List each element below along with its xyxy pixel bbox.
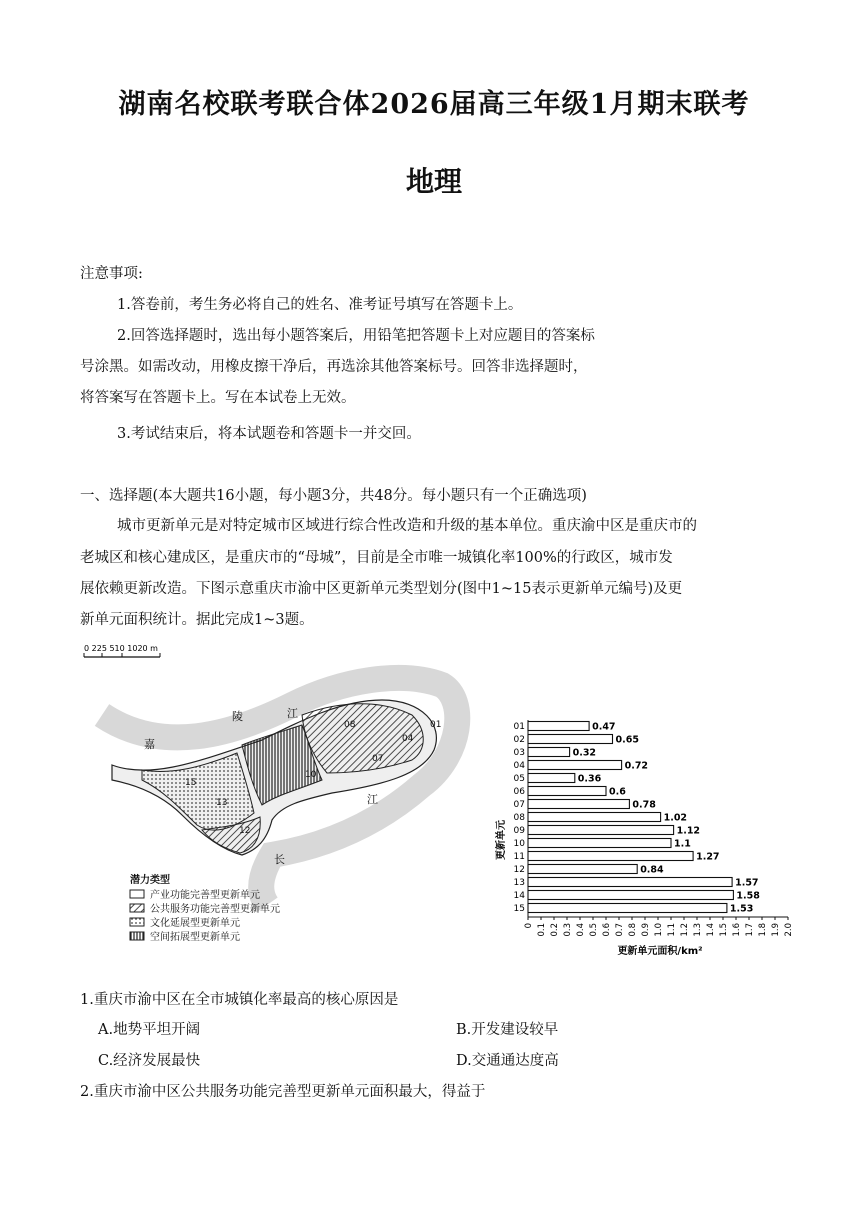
option-c[interactable]: C.经济发展最快 bbox=[98, 1053, 201, 1069]
intro-line: 新单元面积统计。据此完成1~3题。 bbox=[80, 612, 314, 628]
section-heading: 一、选择题(本大题共16小题，每小题3分，共48分。每小题只有一个正确选项) bbox=[80, 488, 587, 504]
option-d[interactable]: D.交通通达度高 bbox=[456, 1053, 559, 1069]
yuzhong-map-figure bbox=[82, 645, 472, 955]
x-tick-label: 1.4 bbox=[706, 923, 716, 937]
x-tick-label: 1.0 bbox=[654, 923, 664, 937]
category-label: 08 bbox=[513, 813, 525, 823]
unit-label: 13 bbox=[216, 798, 228, 808]
unit-label: 15 bbox=[185, 778, 197, 788]
x-tick-label: 0.3 bbox=[563, 923, 573, 937]
x-tick-label: 1.8 bbox=[758, 923, 768, 937]
category-label: 04 bbox=[513, 761, 525, 771]
data-label: 1.02 bbox=[663, 812, 688, 824]
data-label: 0.78 bbox=[632, 799, 656, 811]
river-label: 陵 bbox=[232, 710, 243, 723]
category-label: 09 bbox=[513, 826, 525, 836]
notice-item: 1.答卷前，考生务必将自己的姓名、准考证号填写在答题卡上。 bbox=[117, 297, 523, 313]
river-label: 嘉 bbox=[144, 738, 155, 751]
x-tick-label: 0.7 bbox=[615, 923, 625, 937]
x-tick-label: 1.7 bbox=[745, 923, 755, 937]
bar bbox=[528, 800, 629, 809]
bar bbox=[528, 865, 637, 874]
category-label: 10 bbox=[513, 839, 525, 849]
option-b[interactable]: B.开发建设较早 bbox=[456, 1022, 559, 1038]
data-label: 0.6 bbox=[609, 786, 626, 798]
bar bbox=[528, 722, 589, 731]
bar bbox=[528, 774, 575, 783]
category-label: 06 bbox=[513, 787, 525, 797]
intro-line: 老城区和核心建成区，是重庆市的“母城”，目前是全市唯一城镇化率100%的行政区，城市发 bbox=[80, 550, 673, 566]
unit-label: 04 bbox=[402, 734, 414, 744]
data-label: 0.84 bbox=[640, 864, 664, 876]
bar bbox=[528, 826, 674, 835]
data-label: 1.1 bbox=[674, 838, 691, 850]
data-label: 1.53 bbox=[729, 903, 754, 915]
data-label: 1.27 bbox=[696, 851, 720, 863]
x-tick-label: 1.1 bbox=[667, 923, 677, 937]
river-label: 长 bbox=[274, 853, 285, 866]
legend-title: 潜力类型 bbox=[130, 875, 170, 886]
bar bbox=[528, 878, 732, 887]
x-tick-label: 0.2 bbox=[550, 923, 560, 937]
category-label: 11 bbox=[513, 852, 525, 862]
legend-item: 空间拓展型更新单元 bbox=[150, 932, 240, 943]
category-label: 02 bbox=[513, 735, 525, 745]
subject-title: 地理 bbox=[405, 165, 462, 198]
bar bbox=[528, 839, 671, 848]
river-label: 江 bbox=[287, 707, 298, 720]
unit-label: 08 bbox=[344, 720, 356, 730]
scale-bar bbox=[84, 645, 160, 657]
x-tick-label: 0 bbox=[524, 923, 534, 929]
category-label: 01 bbox=[513, 722, 525, 732]
x-tick-label: 0.9 bbox=[641, 923, 651, 937]
bar bbox=[528, 748, 570, 757]
x-tick-label: 0.8 bbox=[628, 923, 638, 937]
data-label: 0.47 bbox=[592, 721, 616, 733]
area-bar-chart bbox=[490, 710, 800, 960]
x-tick-label: 1.9 bbox=[771, 923, 781, 937]
category-label: 07 bbox=[513, 800, 525, 810]
notice-item: 2.回答选择题时，选出每小题答案后，用铅笔把答题卡上对应题目的答案标 bbox=[117, 328, 595, 344]
notice-item: 将答案写在答题卡上。写在本试卷上无效。 bbox=[80, 390, 356, 406]
unit-label: 10 bbox=[305, 770, 317, 780]
x-tick-label: 0.4 bbox=[576, 923, 586, 937]
unit-label: 12 bbox=[239, 826, 251, 836]
scale-label: 0 225 510 1020 m bbox=[84, 645, 158, 653]
legend-item: 产业功能完善型更新单元 bbox=[150, 890, 260, 901]
x-tick-label: 1.5 bbox=[719, 923, 729, 937]
notice-item: 号涂黑。如需改动，用橡皮擦干净后，再选涂其他答案标号。回答非选择题时， bbox=[80, 359, 588, 375]
river-label: 江 bbox=[367, 793, 378, 806]
x-tick-label: 0.5 bbox=[589, 923, 599, 937]
unit-label: 07 bbox=[372, 754, 384, 764]
bar bbox=[528, 787, 606, 796]
category-label: 12 bbox=[513, 865, 525, 875]
data-label: 1.12 bbox=[676, 825, 701, 837]
x-tick-label: 1.2 bbox=[680, 923, 690, 937]
exam-title: 湖南名校联考联合体2026届高三年级1月期末联考 bbox=[118, 89, 750, 120]
legend-item: 公共服务功能完善型更新单元 bbox=[150, 904, 280, 915]
x-tick-label: 1.6 bbox=[732, 923, 742, 937]
x-tick-label: 0.1 bbox=[537, 923, 547, 937]
category-label: 13 bbox=[513, 878, 525, 888]
category-label: 05 bbox=[513, 774, 525, 784]
notice-heading: 注意事项: bbox=[80, 266, 143, 282]
data-label: 1.58 bbox=[736, 890, 760, 902]
unit-label: 01 bbox=[430, 720, 442, 730]
intro-line: 展依赖更新改造。下图示意重庆市渝中区更新单元类型划分(图中1~15表示更新单元编号)及更 bbox=[80, 581, 683, 597]
x-tick-label: 2.0 bbox=[784, 923, 794, 937]
y-axis-label: 更新单元 bbox=[496, 820, 507, 860]
category-label: 03 bbox=[513, 748, 525, 758]
data-label: 1.57 bbox=[735, 877, 759, 889]
bar bbox=[528, 813, 661, 822]
question-stem: 2.重庆市渝中区公共服务功能完善型更新单元面积最大，得益于 bbox=[80, 1084, 486, 1100]
intro-line: 城市更新单元是对特定城市区域进行综合性改造和升级的基本单位。重庆渝中区是重庆市的 bbox=[117, 518, 697, 534]
bar bbox=[528, 761, 622, 770]
bar bbox=[528, 852, 693, 861]
legend-item: 文化延展型更新单元 bbox=[150, 918, 240, 929]
data-label: 0.36 bbox=[577, 773, 602, 785]
data-label: 0.72 bbox=[624, 760, 649, 772]
notice-item: 3.考试结束后，将本试题卷和答题卡一并交回。 bbox=[117, 426, 421, 442]
bar bbox=[528, 735, 613, 744]
category-label: 15 bbox=[513, 904, 525, 914]
data-label: 0.32 bbox=[572, 747, 597, 759]
x-axis-label: 更新单元面积/km² bbox=[617, 946, 703, 957]
bar bbox=[528, 891, 733, 900]
question-stem: 1.重庆市渝中区在全市城镇化率最高的核心原因是 bbox=[80, 992, 399, 1008]
data-label: 0.65 bbox=[615, 734, 639, 746]
bar bbox=[528, 904, 727, 913]
x-tick-label: 1.3 bbox=[693, 923, 703, 937]
category-label: 14 bbox=[513, 891, 525, 901]
x-tick-label: 0.6 bbox=[602, 923, 612, 937]
option-a[interactable]: A.地势平坦开阔 bbox=[98, 1022, 201, 1038]
